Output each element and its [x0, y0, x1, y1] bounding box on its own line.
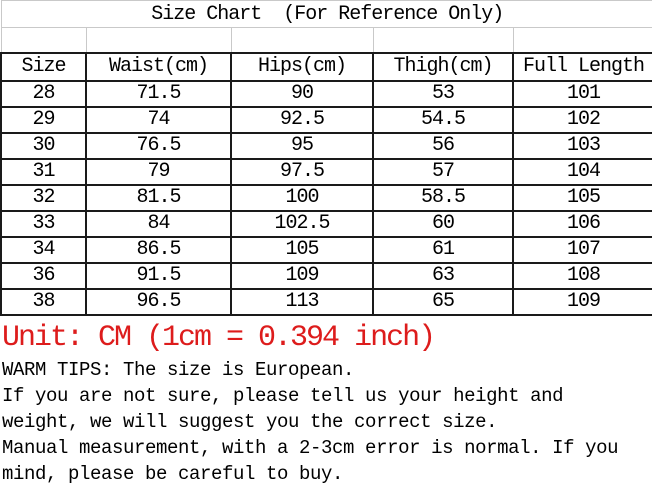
table-row: [1, 185, 652, 211]
cell-full-length: 109: [513, 289, 652, 315]
tips-line-2: If you are not sure, please tell us your height and: [2, 384, 564, 407]
cell-hips: 113: [231, 289, 373, 315]
spacer-row: [1, 28, 652, 53]
cell-hips: 97.5: [231, 159, 373, 185]
cell-thigh: 63: [373, 263, 513, 289]
cell-full-length: 103: [513, 133, 652, 159]
cell-thigh: 58.5: [373, 185, 513, 211]
table-row: [1, 263, 652, 289]
header-full-length: Full Length: [513, 53, 652, 81]
cell-waist: 86.5: [86, 237, 231, 263]
cell-thigh: 60: [373, 211, 513, 237]
cell-waist: 79: [86, 159, 231, 185]
tips-line-4: Manual measurement, with a 2-3cm error is normal. If you: [2, 436, 619, 459]
cell-hips: 109: [231, 263, 373, 289]
cell-full-length: 105: [513, 185, 652, 211]
cell-full-length: 104: [513, 159, 652, 185]
header-waist: Waist(cm): [86, 53, 231, 81]
header-size: Size: [1, 53, 86, 81]
cell-thigh: 54.5: [373, 107, 513, 133]
table-header-row: [1, 53, 652, 81]
tips-line-5: mind, please be careful to buy.: [2, 462, 344, 485]
table-row: [1, 289, 652, 315]
cell-size: 34: [1, 237, 86, 263]
cell-waist: 81.5: [86, 185, 231, 211]
table-row: [1, 81, 652, 107]
cell-waist: 84: [86, 211, 231, 237]
header-hips: Hips(cm): [231, 53, 373, 81]
unit-note: Unit: CM (1cm = 0.394 inch): [2, 320, 435, 355]
tips-line-1: WARM TIPS: The size is European.: [2, 358, 355, 381]
cell-hips: 105: [231, 237, 373, 263]
title-row: [1, 1, 652, 28]
table-row: [1, 107, 652, 133]
cell-waist: 91.5: [86, 263, 231, 289]
table-row: [1, 159, 652, 185]
cell-hips: 95: [231, 133, 373, 159]
cell-waist: 71.5: [86, 81, 231, 107]
cell-full-length: 107: [513, 237, 652, 263]
cell-waist: 76.5: [86, 133, 231, 159]
cell-thigh: 53: [373, 81, 513, 107]
tips-line-3: weight, we will suggest you the correct size.: [2, 410, 498, 433]
cell-size: 29: [1, 107, 86, 133]
page-title: Size Chart (For Reference Only): [1, 1, 652, 28]
cell-thigh: 65: [373, 289, 513, 315]
cell-size: 36: [1, 263, 86, 289]
cell-size: 32: [1, 185, 86, 211]
cell-size: 30: [1, 133, 86, 159]
cell-size: 33: [1, 211, 86, 237]
cell-thigh: 57: [373, 159, 513, 185]
cell-hips: 90: [231, 81, 373, 107]
cell-hips: 102.5: [231, 211, 373, 237]
table-row: [1, 211, 652, 237]
table-row: [1, 133, 652, 159]
cell-thigh: 56: [373, 133, 513, 159]
cell-size: 38: [1, 289, 86, 315]
cell-hips: 92.5: [231, 107, 373, 133]
cell-full-length: 101: [513, 81, 652, 107]
header-thigh: Thigh(cm): [373, 53, 513, 81]
table-row: [1, 237, 652, 263]
cell-waist: 74: [86, 107, 231, 133]
cell-size: 31: [1, 159, 86, 185]
cell-thigh: 61: [373, 237, 513, 263]
cell-full-length: 106: [513, 211, 652, 237]
cell-waist: 96.5: [86, 289, 231, 315]
cell-hips: 100: [231, 185, 373, 211]
cell-size: 28: [1, 81, 86, 107]
cell-full-length: 102: [513, 107, 652, 133]
cell-full-length: 108: [513, 263, 652, 289]
warm-tips: [0, 357, 652, 486]
